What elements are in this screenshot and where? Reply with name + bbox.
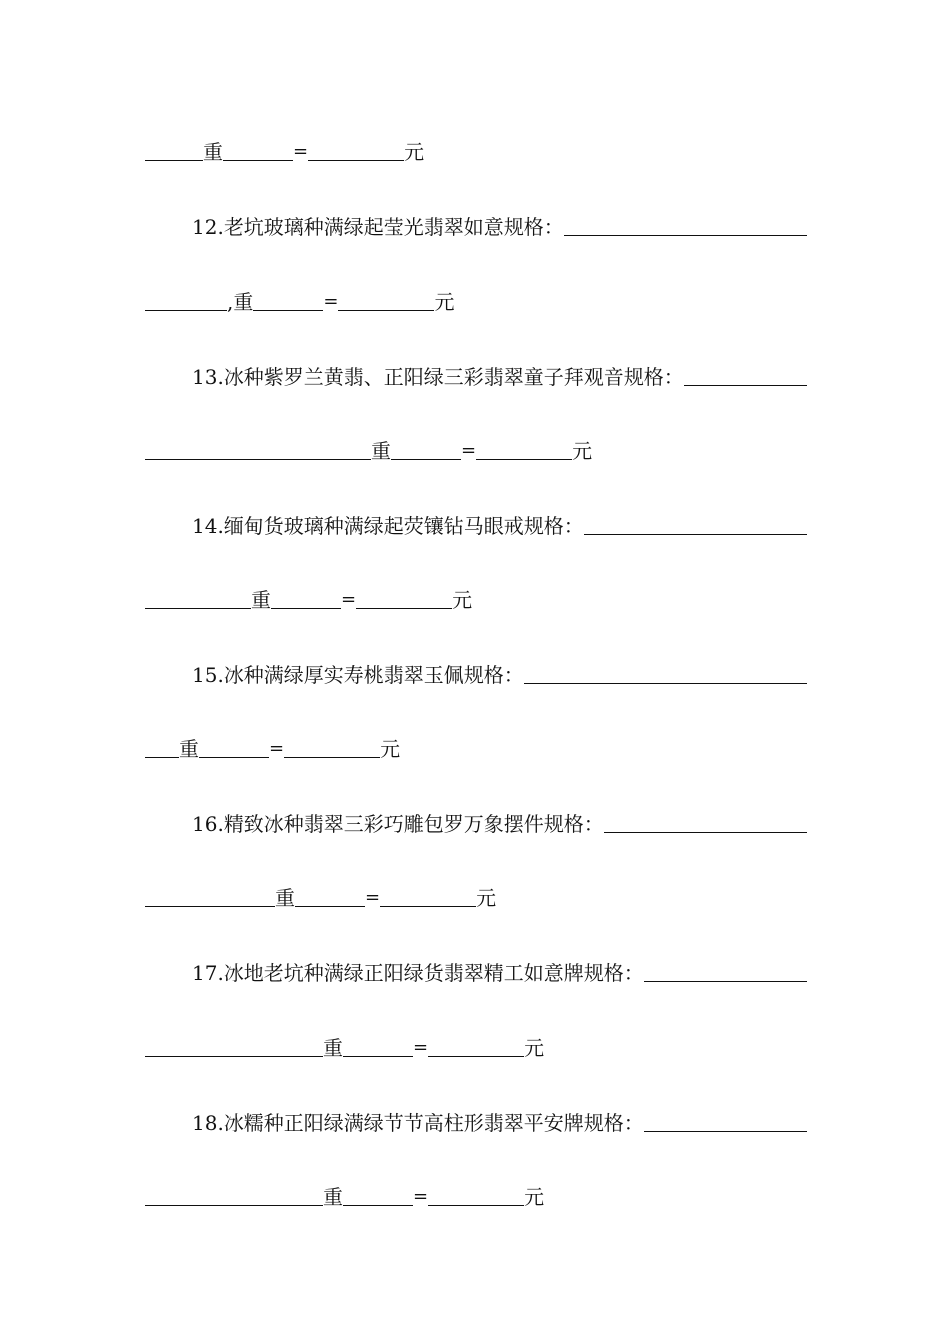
equals-sign: = [323,291,339,312]
item-16-detail-line [145,883,807,913]
item-number: 13. [192,365,224,389]
yuan-label: 元 [524,1036,545,1060]
spec-blank[interactable] [644,959,807,982]
item-13-detail-line [145,436,807,466]
item-title: 老坑玻璃种满绿起莹光翡翠如意 [223,215,504,239]
item-number: 18. [192,1111,224,1135]
spec-blank-continued[interactable] [145,1183,323,1206]
spec-label: 规格： [463,663,524,687]
item-14-title-line [192,511,807,541]
equals-sign: = [269,738,285,759]
item-title: 精致冰种翡翠三彩巧雕包罗万象摆件 [223,812,544,836]
spec-blank-continued[interactable] [145,437,371,460]
item-15-title-line [192,660,807,690]
item-title: 冰糯种正阳绿满绿节节高柱形翡翠平安牌 [223,1111,584,1135]
item-14-detail-line [145,585,807,615]
price-blank[interactable] [428,1183,524,1206]
item-title: 冰种满绿厚实寿桃翡翠玉佩 [223,663,464,687]
item-title: 冰地老坑种满绿正阳绿货翡翠精工如意牌 [223,961,584,985]
yuan-label: 元 [452,588,473,612]
weight-blank[interactable] [343,1034,413,1057]
price-blank[interactable] [356,586,452,609]
price-blank[interactable] [476,437,572,460]
spec-label: 规格： [583,961,644,985]
yuan-label: 元 [476,886,497,910]
spec-blank[interactable] [564,213,807,236]
price-blank[interactable] [338,288,434,311]
item-title: 冰种紫罗兰黄翡、正阳绿三彩翡翠童子拜观音 [223,365,624,389]
yuan-label: 元 [380,737,401,761]
item-12-title-line [192,212,807,242]
weight-blank[interactable] [253,288,323,311]
weight-blank[interactable] [343,1183,413,1206]
item-15-detail-line [145,734,807,764]
item-number: 12. [192,215,224,239]
equals-sign: = [365,887,381,908]
item-number: 14. [192,514,224,538]
spec-blank-continued[interactable] [145,288,227,311]
item-18-title-line [192,1108,807,1138]
spec-label: 规格： [543,812,604,836]
price-blank[interactable] [308,138,404,161]
spec-blank-continued[interactable] [145,1034,323,1057]
spec-blank[interactable] [145,138,203,161]
item-11-detail-line [145,137,807,167]
comma: , [227,290,234,314]
equals-sign: = [293,141,309,162]
spec-label: 规格： [503,215,564,239]
weight-blank[interactable] [295,884,365,907]
equals-sign: = [413,1037,429,1058]
spec-blank-continued[interactable] [145,735,179,758]
yuan-label: 元 [572,439,593,463]
item-16-title-line [192,809,807,839]
item-number: 16. [192,812,224,836]
spec-blank-continued[interactable] [145,586,251,609]
spec-blank[interactable] [604,810,807,833]
price-blank[interactable] [428,1034,524,1057]
weight-blank[interactable] [391,437,461,460]
equals-sign: = [341,589,357,610]
price-blank[interactable] [284,735,380,758]
weight-blank[interactable] [223,138,293,161]
weight-label: 重 [323,1185,343,1209]
yuan-label: 元 [404,140,425,164]
weight-label: 重 [233,290,254,314]
weight-blank[interactable] [271,586,341,609]
weight-label: 重 [275,886,295,910]
spec-label: 规格： [523,514,584,538]
weight-label: 重 [323,1036,343,1060]
item-12-detail-line [145,287,807,317]
item-18-detail-line [145,1182,807,1212]
weight-label: 重 [203,140,223,164]
spec-blank[interactable] [584,512,807,535]
weight-label: 重 [371,439,391,463]
spec-blank-continued[interactable] [145,884,275,907]
equals-sign: = [413,1186,429,1207]
price-blank[interactable] [380,884,476,907]
spec-blank[interactable] [524,661,807,684]
weight-label: 重 [251,588,271,612]
equals-sign: = [461,440,477,461]
yuan-label: 元 [434,290,455,314]
yuan-label: 元 [524,1185,545,1209]
weight-blank[interactable] [199,735,269,758]
item-number: 17. [192,961,224,985]
spec-blank[interactable] [684,363,807,386]
item-17-detail-line [145,1033,807,1063]
spec-label: 规格： [623,365,684,389]
item-13-title-line [192,362,807,392]
weight-label: 重 [179,737,199,761]
item-title: 缅甸货玻璃种满绿起荧镶钻马眼戒 [223,514,524,538]
item-17-title-line [192,958,807,988]
item-number: 15. [192,663,224,687]
spec-blank[interactable] [644,1109,807,1132]
spec-label: 规格： [583,1111,644,1135]
